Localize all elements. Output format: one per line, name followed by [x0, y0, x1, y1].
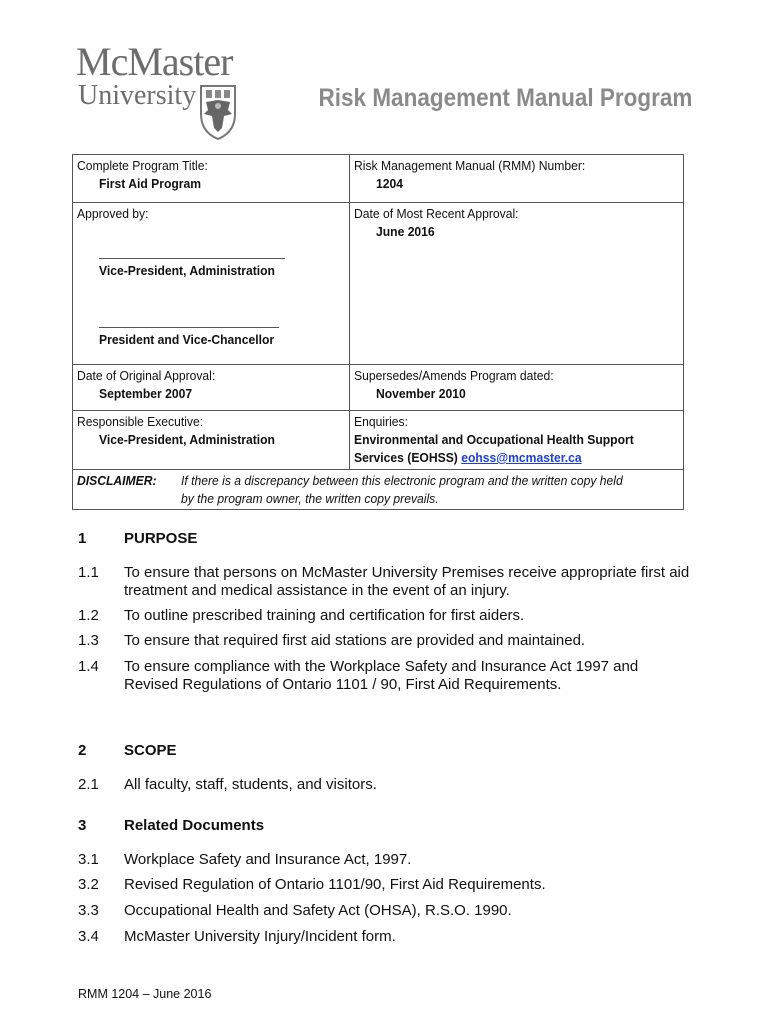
section-number: 1: [78, 530, 87, 547]
item-number: 3.1: [78, 851, 99, 868]
page-footer: RMM 1204 – June 2016: [78, 987, 212, 1001]
item-number: 1.1: [78, 564, 99, 581]
disclaimer-label: DISCLAIMER:: [77, 473, 157, 488]
item-number: 2.1: [78, 776, 99, 793]
logo-wordmark-university: University: [78, 80, 197, 111]
item-text: Occupational Health and Safety Act (OHSA), R.S.O. 1990.: [124, 902, 512, 919]
item-number: 3.2: [78, 876, 99, 893]
recent-approval-value: June 2016: [376, 224, 435, 239]
item-number: 3.3: [78, 902, 99, 919]
program-title-cell: [73, 155, 350, 203]
item-text-line1: To ensure that persons on McMaster University Premises receive appropriate first aid: [124, 564, 690, 581]
rmm-number-label: Risk Management Manual (RMM) Number:: [354, 158, 586, 173]
original-approval-label: Date of Original Approval:: [77, 368, 216, 383]
disclaimer-text-line1: If there is a discrepancy between this electronic program and the written copy held: [181, 473, 623, 488]
disclaimer-text-line2: by the program owner, the written copy prevails.: [181, 491, 439, 506]
section-title: PURPOSE: [124, 530, 198, 547]
item-text: McMaster University Injury/Incident form.: [124, 928, 396, 945]
shield-crest-icon: [198, 84, 238, 140]
item-text-line2: Revised Regulations of Ontario 1101 / 90, First Aid Requirements.: [124, 676, 562, 693]
recent-approval-label: Date of Most Recent Approval:: [354, 206, 519, 221]
enquiries-cell: [350, 411, 684, 470]
section-number: 3: [78, 817, 87, 834]
signatory-vp-admin: Vice-President, Administration: [99, 263, 275, 278]
supersedes-label: Supersedes/Amends Program dated:: [354, 368, 554, 383]
responsible-exec-value: Vice-President, Administration: [99, 432, 275, 447]
item-text: All faculty, staff, students, and visitors.: [124, 776, 377, 793]
page-title: Risk Management Manual Program: [318, 84, 692, 112]
signature-line: [99, 326, 279, 328]
enquiries-dept-abbrev: Services (EOHSS): [354, 450, 459, 465]
signatory-president: President and Vice-Chancellor: [99, 332, 275, 347]
recent-approval-cell: [350, 203, 684, 365]
approved-by-cell: [73, 203, 350, 365]
item-text: To outline prescribed training and certification for first aiders.: [124, 607, 525, 624]
item-text: To ensure that required first aid stations are provided and maintained.: [124, 632, 586, 649]
rmm-number-value: 1204: [376, 176, 404, 191]
approved-by-label: Approved by:: [77, 206, 149, 221]
rmm-number-cell: [350, 155, 684, 203]
responsible-exec-cell: [73, 411, 350, 470]
responsible-exec-label: Responsible Executive:: [77, 414, 204, 429]
eohss-email-link[interactable]: eohss@mcmaster.ca: [461, 450, 582, 465]
section-number: 2: [78, 742, 87, 759]
program-info-table: [72, 154, 684, 510]
supersedes-cell: [350, 365, 684, 411]
section-title: Related Documents: [124, 817, 265, 834]
enquiries-label: Enquiries:: [354, 414, 409, 429]
item-text: Revised Regulation of Ontario 1101/90, First Aid Requirements.: [124, 876, 546, 893]
logo-wordmark-mcmaster: McMaster: [76, 39, 233, 84]
enquiries-dept: Environmental and Occupational Health Support: [354, 432, 635, 447]
program-title-value: First Aid Program: [99, 176, 202, 191]
original-approval-value: September 2007: [99, 386, 193, 401]
item-number: 1.3: [78, 632, 99, 649]
original-approval-cell: [73, 365, 350, 411]
item-number: 1.2: [78, 607, 99, 624]
item-number: 3.4: [78, 928, 99, 945]
item-text: Workplace Safety and Insurance Act, 1997.: [124, 851, 412, 868]
item-text-line1: To ensure compliance with the Workplace Safety and Insurance Act 1997 and: [124, 658, 639, 675]
disclaimer-cell: [73, 470, 684, 510]
section-title: SCOPE: [124, 742, 177, 759]
program-title-label: Complete Program Title:: [77, 158, 208, 173]
item-number: 1.4: [78, 658, 99, 675]
signature-line: [99, 257, 285, 259]
supersedes-value: November 2010: [376, 386, 466, 401]
item-text-line2: treatment and medical assistance in the event of an injury.: [124, 582, 510, 599]
mcmaster-logo: [76, 40, 256, 140]
